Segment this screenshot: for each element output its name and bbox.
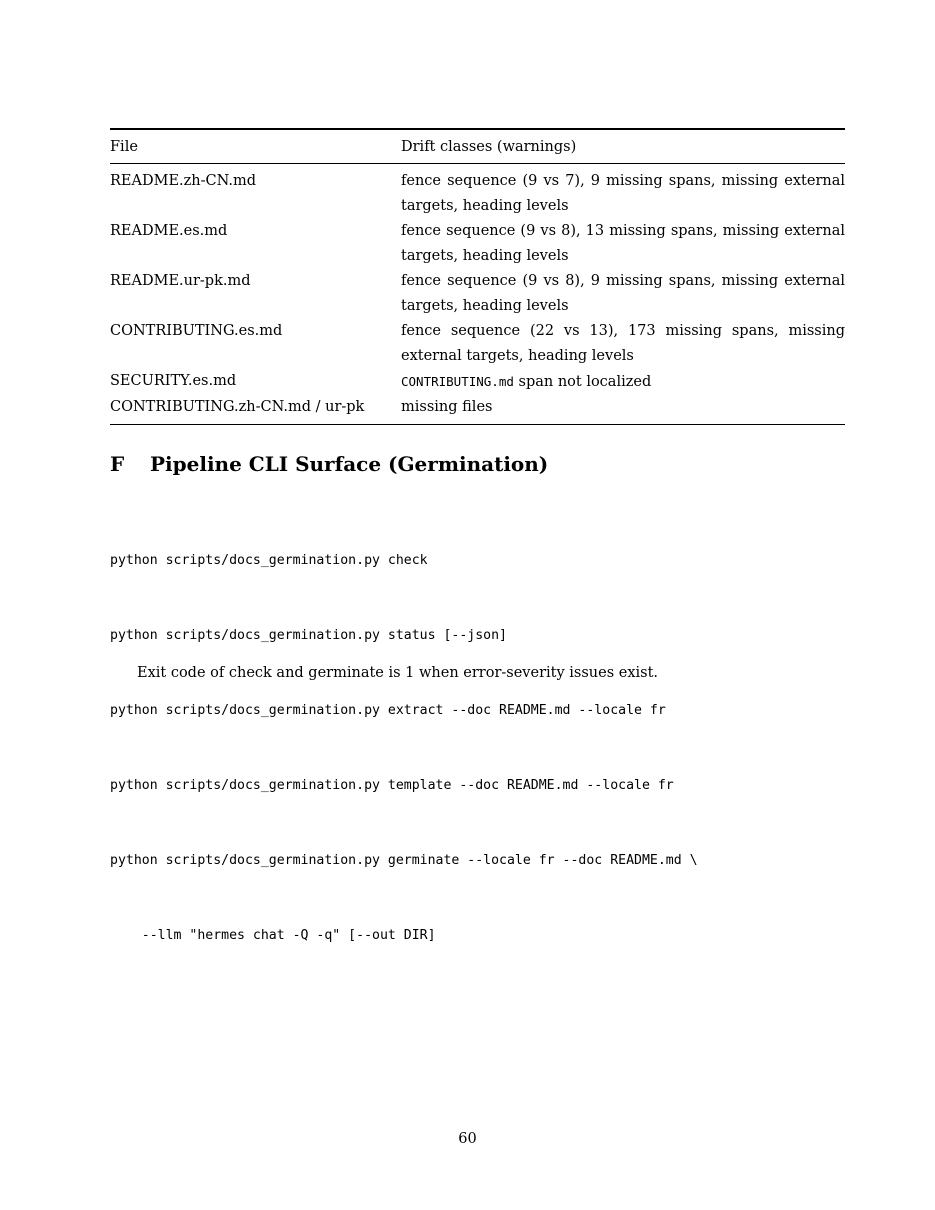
body-paragraph: Exit code of check and germinate is 1 when error-severity issues exist. (137, 665, 659, 681)
table-header-row (110, 130, 845, 163)
table-cell-drift: missing files (401, 399, 493, 415)
page-number: 60 (458, 1131, 477, 1147)
code-line: python scripts/docs_germination.py template --doc README.md --locale fr (110, 778, 674, 793)
table-cell-drift (401, 369, 845, 395)
table-header-drift: Drift classes (warnings) (401, 138, 577, 155)
table-row (110, 169, 845, 219)
table-cell-drift: fence sequence (9 vs 8), 13 missing spans, missing external targets, heading levels (401, 223, 845, 264)
code-line: python scripts/docs_germination.py status [--json] (110, 628, 507, 643)
code-line: python scripts/docs_germination.py germinate --locale fr --doc README.md \ (110, 853, 698, 868)
section-number: F (110, 452, 125, 476)
section-heading (110, 452, 548, 476)
table-cell-file: CONTRIBUTING.es.md (110, 323, 283, 339)
section-title: Pipeline CLI Surface (Germination) (150, 452, 549, 476)
table-cell-file: README.es.md (110, 223, 228, 239)
table-cell-drift: fence sequence (9 vs 7), 9 missing spans, missing external targets, heading levels (401, 173, 845, 214)
code-block (110, 498, 698, 973)
table-cell-file: CONTRIBUTING.zh-CN.md / ur-pk (110, 399, 365, 415)
table-cell-drift: fence sequence (9 vs 8), 9 missing spans, missing external targets, heading levels (401, 273, 845, 314)
table-cell-file: README.zh-CN.md (110, 173, 257, 189)
table-row (110, 219, 845, 269)
code-filename: CONTRIBUTING.md (401, 374, 514, 389)
table-row (110, 395, 845, 420)
table-row (110, 369, 845, 395)
table-cell-drift: fence sequence (22 vs 13), 173 missing spans, missing external targets, heading levels (401, 323, 845, 364)
code-line: python scripts/docs_germination.py extract --doc README.md --locale fr (110, 703, 666, 718)
drift-table (110, 128, 845, 425)
code-line: python scripts/docs_germination.py check (110, 553, 428, 568)
table-row (110, 319, 845, 369)
code-line: --llm "hermes chat -Q -q" [--out DIR] (110, 928, 436, 943)
table-bottom-rule (110, 424, 845, 425)
drift-text: span not localized (513, 374, 652, 390)
table-body (110, 164, 845, 424)
table-row (110, 269, 845, 319)
table-cell-file: README.ur-pk.md (110, 273, 251, 289)
table-cell-file: SECURITY.es.md (110, 373, 237, 389)
table-header-file: File (110, 138, 138, 155)
